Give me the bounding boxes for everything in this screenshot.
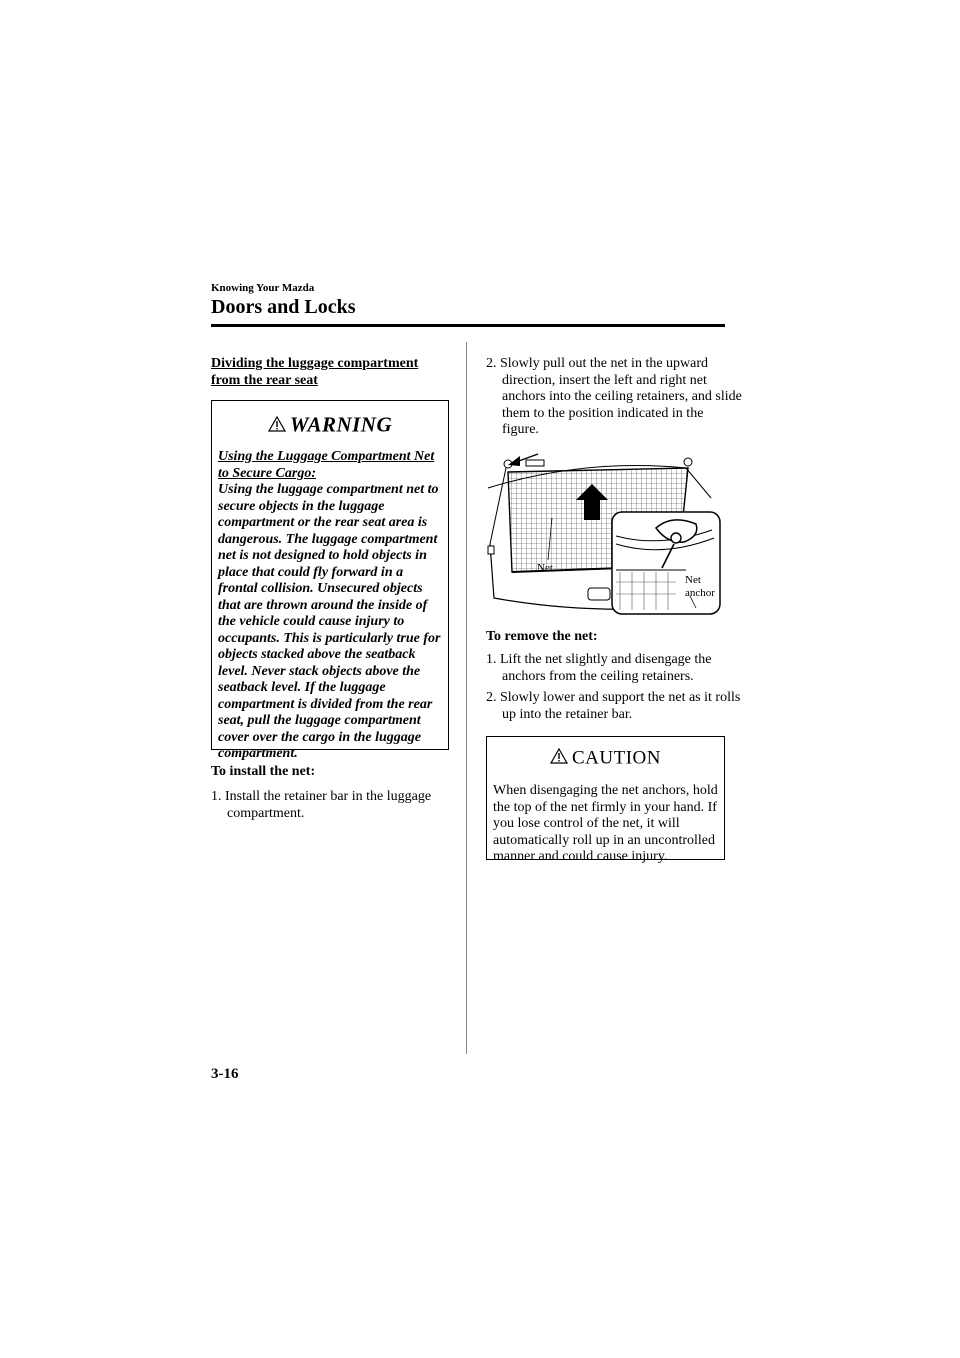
remove-heading: To remove the net:	[486, 629, 598, 644]
remove-step-1: 1. Lift the net slightly and disengage the anchors from the ceiling retainers.	[486, 652, 712, 684]
install-step-1: 1. Install the retainer bar in the luggage compartment.	[211, 789, 432, 821]
page-number: 3-16	[211, 1066, 239, 1082]
install-step-2: 2. Slowly pull out the net in the upward direction, insert the left and right net anchors into the ceiling retainers, and slide them to the position indicated in the figure.	[486, 356, 742, 437]
caution-box	[486, 736, 725, 864]
subsection-heading: Dividing the luggage compartment from the rear seat	[211, 356, 419, 388]
figure-label-net: Net	[537, 562, 553, 574]
warning-triangle-icon	[268, 413, 286, 438]
warning-text: Using the luggage compartment net to secure objects in the luggage compartment or the rear seat area is dangerous. The luggage compartment net is not designed to hold objects in place that could fly forward in a frontal collision. Unsecured objects that are thrown around the inside of the vehicle could cause injury to occupants. This is particularly true for objects stacked above the seatback level. Never stack objects above the seatback level. If the luggage compartment is divided from the rear seat, pull the luggage compartment cover over the cargo in the luggage compartment.	[218, 482, 441, 761]
header-rule	[211, 324, 725, 327]
page-title: Doors and Locks	[211, 296, 356, 318]
column-divider	[466, 342, 467, 1054]
net-installation-figure	[486, 448, 724, 618]
figure-label-anchor-line1: Net	[685, 574, 701, 586]
caution-body: When disengaging the net anchors, hold the top of the net firmly in your hand. If you lose control of the net, it will automatically roll up in an uncontrolled manner and could cause injury.	[493, 783, 718, 864]
caution-header	[487, 747, 724, 770]
warning-body	[218, 449, 444, 763]
figure-label-anchor-line2: anchor	[685, 587, 715, 599]
warning-box	[211, 400, 449, 761]
install-heading: To install the net:	[211, 764, 316, 779]
figure-label-net-anchor	[685, 574, 715, 600]
warning-label: WARNING	[289, 412, 393, 437]
section-label: Knowing Your Mazda	[211, 282, 315, 294]
caution-triangle-icon	[550, 748, 568, 770]
remove-step-2: 2. Slowly lower and support the net as it rolls up into the retainer bar.	[486, 690, 741, 722]
warning-heading: Using the Luggage Compartment Net to Secure Cargo:	[218, 449, 435, 481]
caution-label: CAUTION	[572, 747, 661, 769]
warning-header	[212, 411, 448, 438]
